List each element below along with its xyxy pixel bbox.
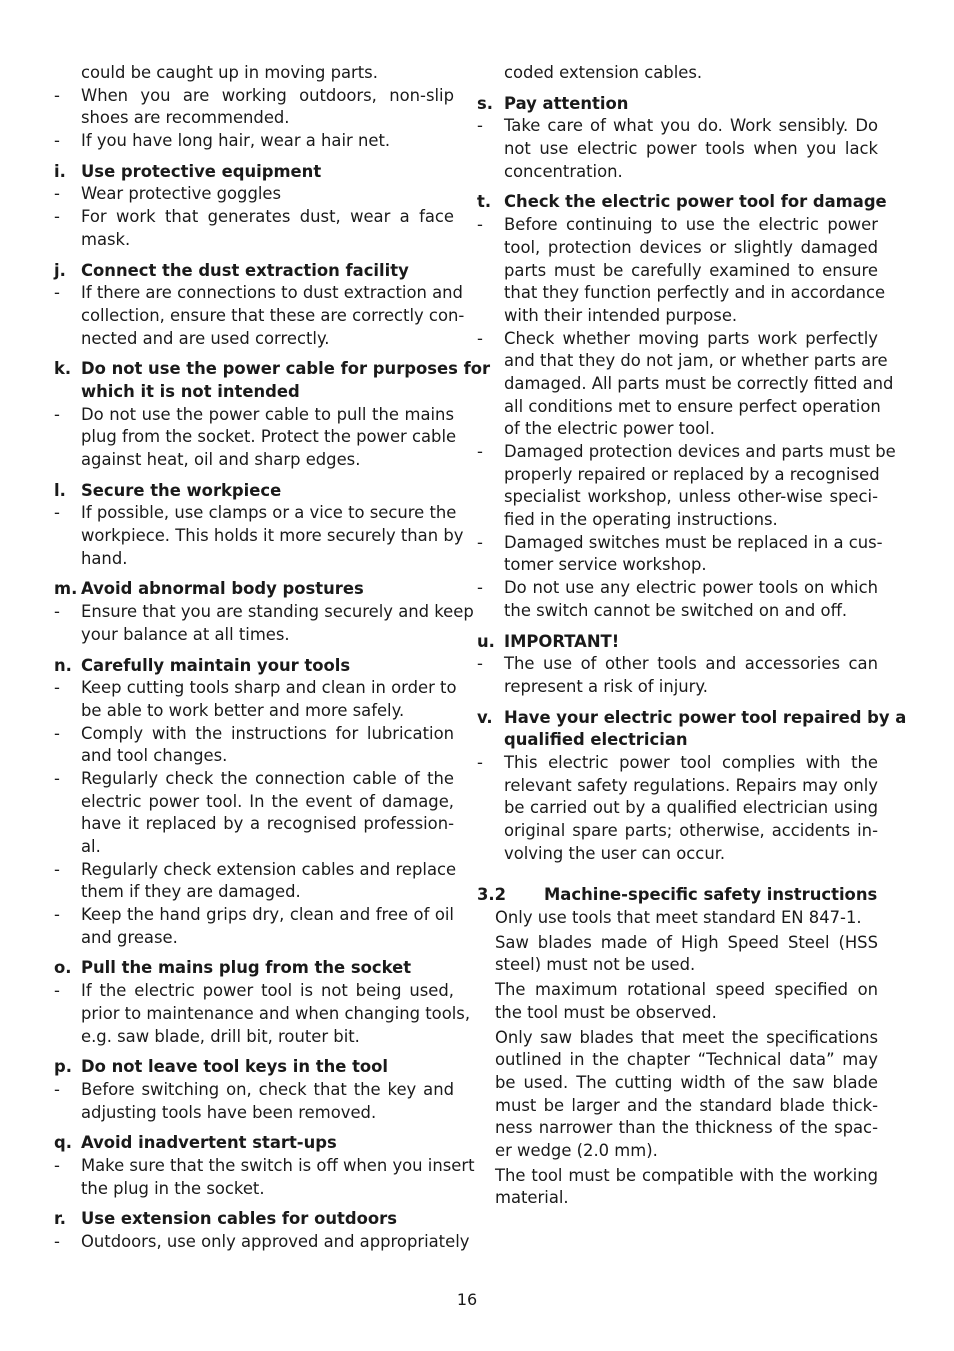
bullet-dash: - (54, 404, 60, 424)
text-line: The tool must be compatible with the working (495, 1165, 878, 1185)
heading-letter: s. (477, 93, 493, 113)
heading-letter: l. (54, 480, 66, 500)
heading-letter: u. (477, 631, 495, 651)
heading-letter: t. (477, 192, 492, 212)
text-line: Before continuing to use the electric power (504, 215, 878, 235)
section-heading (54, 578, 454, 601)
list-item (54, 768, 454, 859)
text-line: Only use tools that meet standard EN 847-1. (495, 908, 862, 928)
text-line: specialist workshop, unless other-wise speci- (504, 487, 878, 507)
text-line: relevant safety regulations. Repairs may only (504, 775, 878, 795)
text-line: Do not use the power cable to pull the mains (81, 404, 454, 424)
text-line: the tool must be observed. (495, 1002, 717, 1022)
text-line: properly repaired or replaced by a recognised (504, 464, 880, 484)
text-line: that they function perfectly and in accordance (504, 283, 886, 303)
text-line: ness narrower than the thickness of the spac- (495, 1118, 878, 1138)
section-heading (477, 707, 907, 752)
text-line: material. (495, 1188, 569, 1208)
section-heading (477, 191, 887, 214)
text-line: Pay attention (504, 93, 629, 113)
list-item (477, 441, 896, 532)
list-item (54, 859, 457, 904)
paragraph (495, 979, 878, 1024)
bullet-dash: - (54, 768, 60, 788)
continued-text (54, 62, 454, 85)
text-line: with their intended purpose. (504, 305, 738, 325)
text-line: If possible, use clamps or a vice to secure the (81, 503, 457, 523)
section-heading (54, 480, 454, 503)
heading-letter: o. (54, 958, 72, 978)
text-line: If there are connections to dust extraction and (81, 283, 463, 303)
text-line: Do not use the power cable for purposes for (81, 359, 491, 379)
list-item (54, 282, 465, 350)
bullet-dash: - (54, 678, 60, 698)
section-heading (477, 631, 878, 654)
text-line: Check the electric power tool for damage (504, 192, 887, 212)
list-item (54, 85, 454, 130)
text-line: Saw blades made of High Speed Steel (HSS (495, 932, 878, 952)
bullet-dash: - (54, 723, 60, 743)
text-line: be carried out by a qualified electrician using (504, 798, 878, 818)
bullet-dash: - (477, 654, 483, 674)
list-item (54, 1079, 454, 1124)
text-line: Connect the dust extraction facility (81, 260, 409, 280)
text-line: steel) must not be used. (495, 955, 696, 975)
text-line: of the electric power tool. (504, 419, 715, 439)
list-item (477, 214, 886, 327)
text-line: not use electric power tools when you lack (504, 139, 878, 159)
heading-letter: m. (54, 579, 78, 599)
list-item (54, 130, 454, 153)
text-line: Pull the mains plug from the socket (81, 958, 412, 978)
list-item (54, 601, 474, 646)
bullet-dash: - (54, 283, 60, 303)
list-item (54, 1155, 475, 1200)
bullet-dash: - (54, 602, 60, 622)
text-line: Damaged protection devices and parts must be (504, 442, 896, 461)
text-line: Avoid abnormal body postures (81, 579, 364, 599)
list-item (477, 653, 878, 698)
bullet-dash: - (477, 578, 483, 598)
heading-letter: r. (54, 1209, 66, 1229)
section-heading (54, 1056, 454, 1079)
list-item (477, 115, 878, 183)
text-line: IMPORTANT! (504, 631, 620, 651)
text-line: This electric power tool complies with the (504, 752, 878, 772)
subsection-title: Machine-specific safety instructions (544, 885, 878, 905)
text-line: Wear protective goggles (81, 184, 282, 204)
text-line: Regularly check extension cables and replace (81, 859, 457, 879)
subsection-number: 3.2 (477, 885, 507, 905)
text-line: could be caught up in moving parts. (81, 63, 378, 82)
text-line: plug from the socket. Protect the power cable (81, 427, 457, 447)
text-line: Outdoors, use only approved and appropriately (81, 1232, 470, 1251)
list-item (54, 206, 454, 251)
text-line: volving the user can occur. (504, 843, 726, 863)
text-line: collection, ensure that these are correctly con- (81, 305, 465, 325)
paragraph (495, 907, 878, 930)
bullet-dash: - (54, 207, 60, 227)
text-line: the plug in the socket. (81, 1178, 265, 1198)
text-line: Check whether moving parts work perfectly (504, 328, 878, 348)
text-line: the switch cannot be switched on and off. (504, 600, 848, 620)
bullet-dash: - (477, 532, 483, 552)
text-line: all conditions met to ensure perfect operation (504, 396, 881, 416)
text-line: If the electric power tool is not being used, (81, 981, 454, 1001)
section-heading (54, 358, 491, 403)
list-item (54, 1231, 470, 1254)
section-heading (54, 1132, 454, 1155)
text-line: and tool changes. (81, 746, 228, 766)
section-heading (54, 1208, 454, 1231)
text-line: qualified electrician (504, 730, 688, 750)
section-heading (54, 655, 454, 678)
left-column (54, 62, 491, 1254)
bullet-dash: - (54, 905, 60, 925)
list-item (54, 183, 454, 206)
text-line: Secure the workpiece (81, 480, 282, 500)
text-line: Avoid inadvertent start-ups (81, 1133, 337, 1153)
bullet-dash: - (477, 442, 483, 461)
list-item (54, 723, 454, 768)
text-line: mask. (81, 229, 131, 249)
section-heading (54, 260, 454, 283)
text-line: electric power tool. In the event of damage, (81, 791, 454, 811)
text-line: e.g. saw blade, drill bit, router bit. (81, 1026, 360, 1046)
text-line: parts must be carefully examined to ensure (504, 260, 878, 280)
text-line: Take care of what you do. Work sensibly. Do (504, 116, 878, 136)
text-line: have it replaced by a recognised profession- (81, 814, 454, 834)
heading-letter: j. (54, 260, 66, 280)
bullet-dash: - (54, 184, 60, 204)
text-line: Ensure that you are standing securely and keep (81, 602, 474, 622)
page-number: 16 (456, 1290, 478, 1309)
continued-text (477, 62, 878, 85)
text-line: against heat, oil and sharp edges. (81, 450, 361, 469)
list-item (477, 532, 883, 577)
text-line: Keep the hand grips dry, clean and free of oil (81, 905, 454, 925)
bullet-dash: - (54, 1079, 60, 1099)
text-line: must be larger and the standard blade thick- (495, 1095, 878, 1115)
list-item (54, 404, 457, 472)
bullet-dash: - (54, 503, 60, 523)
text-line: If you have long hair, wear a hair net. (81, 131, 391, 151)
section-heading (54, 161, 454, 184)
text-line: adjusting tools have been removed. (81, 1102, 377, 1122)
text-line: shoes are recommended. (81, 108, 290, 128)
text-line: workpiece. This holds it more securely than by (81, 526, 464, 546)
bullet-dash: - (54, 1155, 60, 1175)
text-line: nected and are used correctly. (81, 328, 330, 348)
text-line: For work that generates dust, wear a face (81, 207, 454, 227)
list-item (477, 577, 878, 622)
bullet-dash: - (477, 116, 483, 136)
text-line: represent a risk of injury. (504, 676, 708, 696)
text-line: Before switching on, check that the key and (81, 1079, 454, 1099)
bullet-dash: - (54, 981, 60, 1001)
subsection-heading (477, 884, 878, 907)
text-line: them if they are damaged. (81, 882, 301, 902)
list-item (54, 904, 454, 949)
bullet-dash: - (477, 752, 483, 772)
text-line: tomer service workshop. (504, 555, 707, 575)
heading-letter: p. (54, 1057, 72, 1077)
text-line: Carefully maintain your tools (81, 655, 351, 675)
bullet-dash: - (54, 131, 60, 151)
text-line: The maximum rotational speed specified on (495, 980, 878, 1000)
text-line: hand. (81, 548, 128, 568)
text-line: When you are working outdoors, non-slip (81, 85, 454, 105)
text-line: Have your electric power tool repaired by a (504, 707, 907, 727)
text-line: coded extension cables. (504, 63, 703, 82)
text-line: fied in the operating instructions. (504, 510, 778, 530)
text-line: Make sure that the switch is off when you insert (81, 1155, 475, 1175)
paragraph (495, 1027, 878, 1163)
section-heading (477, 93, 878, 116)
list-item (54, 980, 471, 1048)
bullet-dash: - (477, 328, 483, 348)
list-item (477, 752, 878, 865)
paragraph (495, 932, 878, 977)
text-line: Regularly check the connection cable of the (81, 768, 454, 788)
text-line: prior to maintenance and when changing tools, (81, 1003, 471, 1023)
text-line: be used. The cutting width of the saw blade (495, 1072, 878, 1092)
list-item (54, 502, 464, 570)
text-line: Do not leave tool keys in the tool (81, 1057, 389, 1077)
text-line: be able to work better and more safely. (81, 700, 405, 720)
text-line: er wedge (2.0 mm). (495, 1140, 658, 1160)
bullet-dash: - (54, 859, 60, 879)
text-line: and that they do not jam, or whether parts are (504, 351, 888, 371)
right-column (477, 62, 907, 1210)
list-item (54, 677, 457, 722)
paragraph (495, 1165, 878, 1210)
list-item (477, 328, 894, 441)
bullet-dash: - (477, 215, 483, 235)
text-line: Use protective equipment (81, 161, 322, 181)
text-line: tool, protection devices or slightly damaged (504, 237, 878, 257)
text-line: al. (81, 837, 101, 856)
text-line: and grease. (81, 927, 178, 947)
text-line: Keep cutting tools sharp and clean in order to (81, 678, 457, 698)
text-line: original spare parts; otherwise, accidents in- (504, 821, 878, 840)
text-line: concentration. (504, 161, 623, 181)
section-heading (54, 957, 454, 980)
text-line: damaged. All parts must be correctly fitted and (504, 373, 894, 393)
heading-letter: q. (54, 1133, 72, 1153)
heading-letter: n. (54, 655, 72, 675)
heading-letter: k. (54, 359, 72, 379)
text-line: Use extension cables for outdoors (81, 1209, 397, 1229)
text-line: The use of other tools and accessories can (504, 654, 878, 674)
heading-letter: i. (54, 161, 66, 181)
text-line: your balance at all times. (81, 624, 290, 644)
heading-letter: v. (477, 707, 493, 727)
text-line: Do not use any electric power tools on which (504, 578, 878, 598)
text-line: outlined in the chapter “Technical data” may (495, 1050, 878, 1070)
bullet-dash: - (54, 1232, 60, 1251)
text-line: Damaged switches must be replaced in a cus- (504, 532, 883, 552)
bullet-dash: - (54, 85, 60, 105)
text-line: Only saw blades that meet the specifications (495, 1027, 878, 1047)
text-line: which it is not intended (81, 381, 300, 401)
text-line: Comply with the instructions for lubrication (81, 723, 454, 743)
